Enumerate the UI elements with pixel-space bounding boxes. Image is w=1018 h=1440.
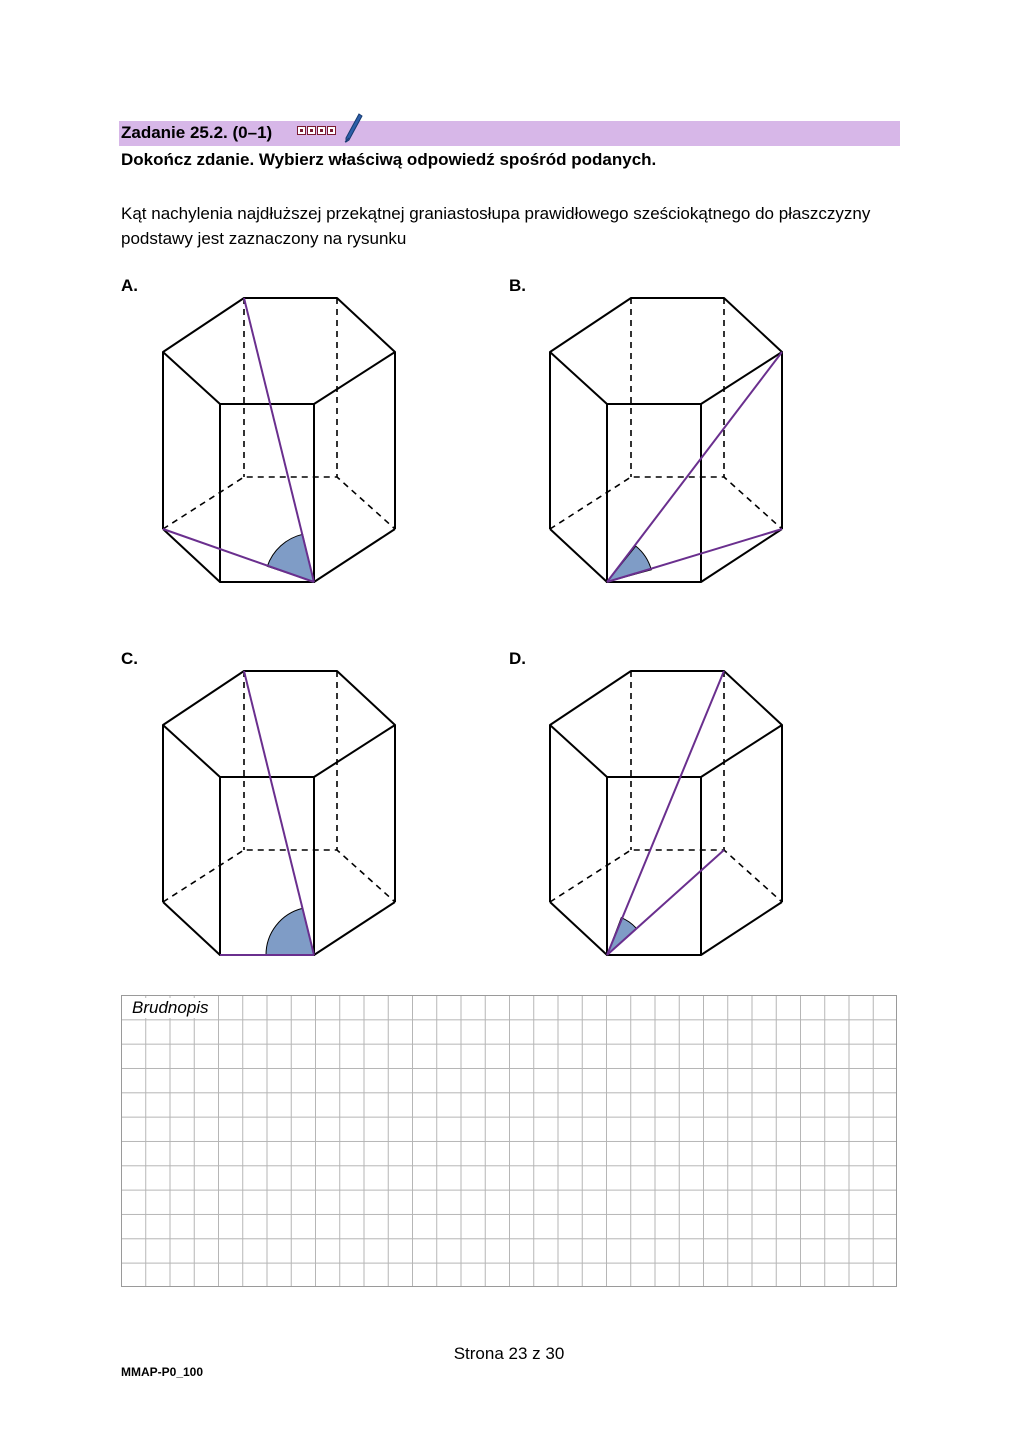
prism-bottom-front (550, 529, 782, 582)
base-diagonal-line (607, 850, 724, 955)
hidden-bottom-back (163, 477, 395, 529)
figure-d[interactable] (537, 663, 797, 963)
hidden-bottom-back (550, 850, 782, 902)
task-title: Zadanie 25.2. (0–1) (121, 123, 273, 142)
angle-marker (607, 918, 637, 955)
score-box (327, 126, 336, 135)
page-number: Strona 23 z 30 (453, 1344, 565, 1363)
diagonal-line (244, 298, 314, 582)
option-label-c: C. (121, 649, 138, 668)
score-box (297, 126, 306, 135)
prism-top-face (163, 298, 395, 404)
scratchpad-grid[interactable] (121, 995, 897, 1287)
diagonal-line (607, 352, 782, 582)
option-label-d: D. (509, 649, 526, 668)
exam-code: MMAP-P0_100 (121, 1365, 204, 1379)
option-label-b: B. (509, 276, 526, 295)
score-box (317, 126, 326, 135)
scratchpad-label: Brudnopis (126, 998, 217, 1018)
option-label-a: A. (121, 276, 138, 295)
prism-top-face (550, 298, 782, 404)
score-boxes (297, 126, 336, 135)
pen-icon (343, 112, 363, 144)
figure-a[interactable] (150, 290, 410, 590)
hidden-bottom-back (163, 850, 395, 902)
task-header-band (119, 121, 900, 146)
figure-c[interactable] (150, 663, 410, 963)
score-box (307, 126, 316, 135)
prism-bottom-front (550, 902, 782, 955)
figure-b[interactable] (537, 290, 797, 590)
task-instruction: Dokończ zdanie. Wybierz właściwą odpowiedź spośród podanych. (121, 150, 657, 169)
task-question: Kąt nachylenia najdłuższej przekątnej graniastosłupa prawidłowego sześciokątnego do płaszczyzny podstawy jest zaznaczony na rysunku (121, 204, 871, 248)
angle-marker (266, 908, 314, 955)
prism-top-face (163, 671, 395, 777)
prism-top-face (550, 671, 782, 777)
diagonal-line (607, 671, 724, 955)
diagonal-line (244, 671, 314, 955)
